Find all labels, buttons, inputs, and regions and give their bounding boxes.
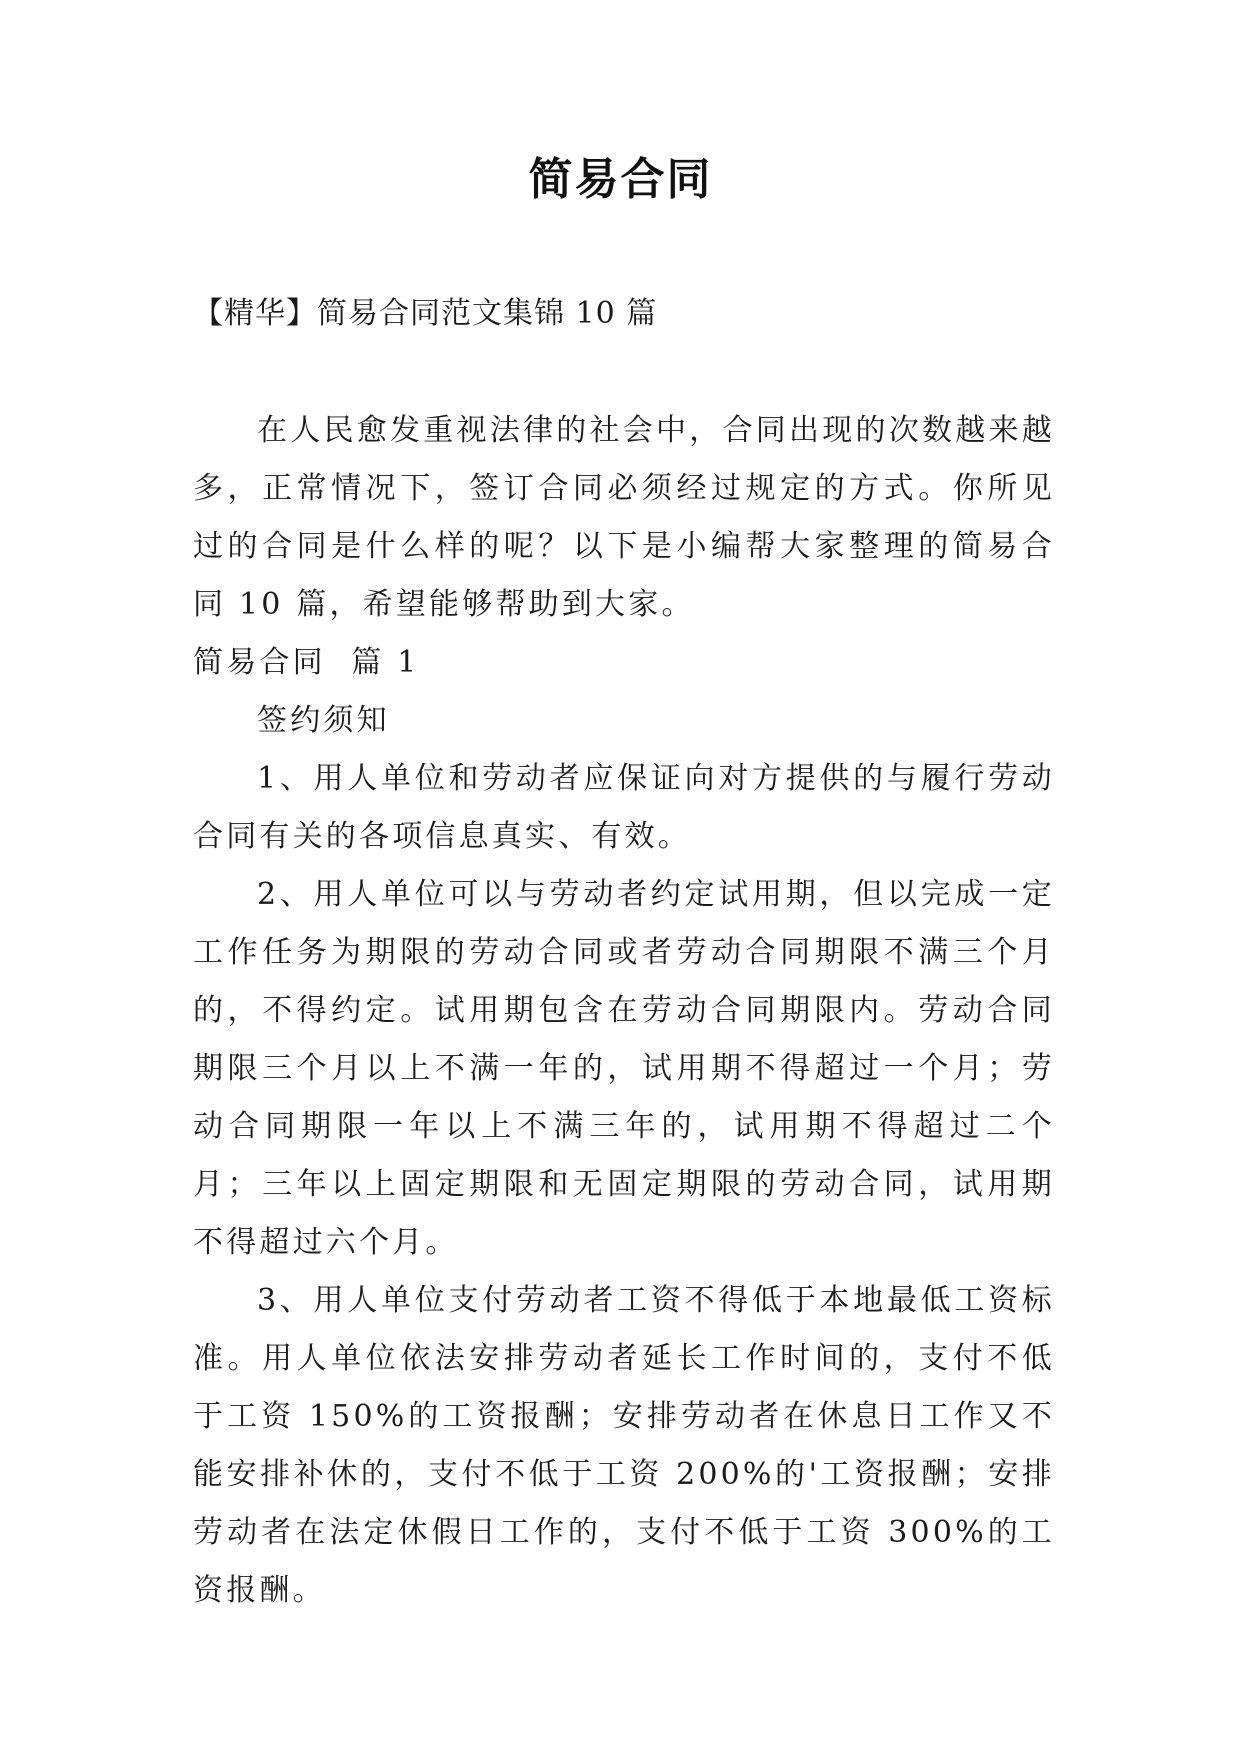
clause-paragraph: 3、用人单位支付劳动者工资不得低于本地最低工资标准。用人单位依法安排劳动者延长工作时间的，支付不低于工资 150%的工资报酬；安排劳动者在休息日工作又不能安排补休的，支付不低于工资 200%的'工资报酬；安排劳动者在法定休假日工作的，支付不低于工资 300%的工资报酬。: [193, 1283, 1055, 1608]
clause-paragraph: 1、用人单位和劳动者应保证向对方提供的与履行劳动合同有关的各项信息真实、有效。: [193, 761, 1055, 854]
section-heading: 简易合同 篇 1: [193, 645, 420, 680]
document-title: 简易合同: [528, 154, 713, 205]
clause-paragraph: 2、用人单位可以与劳动者约定试用期，但以完成一定工作任务为期限的劳动合同或者劳动合同期限不满三个月的，不得约定。试用期包含在劳动合同期限内。劳动合同期限三个月以上不满一年的，试用期不得超过一个月；劳动合同期限一年以上不满三年的，试用期不得超过二个月；三年以上固定期限和无固定期限的劳动合同，试用期不得超过六个月。: [193, 877, 1055, 1260]
document-subtitle: 【精华】简易合同范文集锦 10 篇: [193, 296, 658, 331]
notice-heading: 签约须知: [257, 703, 390, 738]
document-body: [193, 402, 1055, 1620]
intro-paragraph: 在人民愈发重视法律的社会中，合同出现的次数越来越多，正常情况下，签订合同必须经过规定的方式。你所见过的合同是什么样的呢？以下是小编帮大家整理的简易合同 10 篇，希望能够帮助到大家。: [193, 413, 1055, 622]
